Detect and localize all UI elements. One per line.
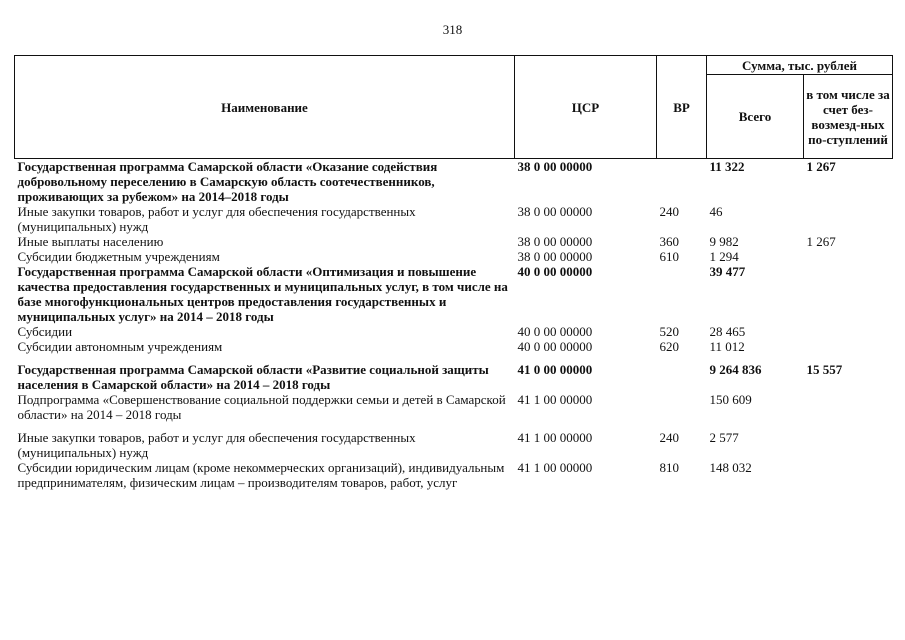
row-csr: 38 0 00 00000 <box>517 234 593 249</box>
row-total: 148 032 <box>709 460 752 475</box>
row-total: 39 477 <box>709 264 746 279</box>
row-csr: 40 0 00 00000 <box>517 324 593 339</box>
row-name: Государственная программа Самарской области «Оптимизация и повышение качества предоставления государственных и муниципальных услуг, в том числе на базе многофункциональных центров предоставления государственных и муниципальных услуг» на 2014 – 2018 годы <box>17 264 508 324</box>
table-row <box>15 354 893 392</box>
row-csr: 41 1 00 00000 <box>517 392 593 407</box>
table-header <box>15 56 893 159</box>
row-total: 150 609 <box>709 392 752 407</box>
row-grants <box>804 264 893 324</box>
table-row <box>15 422 893 460</box>
row-vr: 610 <box>659 249 679 264</box>
table-row <box>15 249 893 264</box>
row-vr: 240 <box>659 204 679 219</box>
header-name: Наименование <box>15 56 515 159</box>
row-name: Иные выплаты населению <box>17 234 164 249</box>
table-row <box>15 159 893 205</box>
row-grants <box>804 204 893 234</box>
row-grants <box>804 324 893 339</box>
row-vr: 810 <box>659 460 679 475</box>
row-total: 11 322 <box>709 159 745 174</box>
row-csr: 41 1 00 00000 <box>517 430 593 445</box>
row-vr <box>657 392 707 422</box>
header-vr: ВР <box>657 56 707 159</box>
row-name: Иные закупки товаров, работ и услуг для обеспечения государственных (муниципальных) нужд <box>17 430 416 460</box>
table-row <box>15 324 893 339</box>
header-csr: ЦСР <box>515 56 657 159</box>
row-vr <box>657 354 707 392</box>
row-name: Субсидии юридическим лицам (кроме некоммерческих организаций), индивидуальным предпринимателям, физическим лицам – производителям товаров, работ, услуг <box>17 460 505 490</box>
row-vr <box>657 264 707 324</box>
row-grants <box>804 392 893 422</box>
row-grants <box>804 339 893 354</box>
header-grants: в том числе за счет без-возмезд-ных по-ступлений <box>804 75 893 159</box>
row-csr: 38 0 00 00000 <box>517 204 593 219</box>
row-csr: 41 0 00 00000 <box>517 362 593 377</box>
row-name: Государственная программа Самарской области «Оказание содействия добровольному переселению в Самарскую область соотечественников, проживающих за рубежом» на 2014–2018 годы <box>17 159 438 204</box>
header-sum-group: Сумма, тыс. рублей <box>707 56 893 75</box>
page-number: 318 <box>442 22 463 37</box>
row-total: 28 465 <box>709 324 746 339</box>
row-name: Субсидии <box>17 324 73 339</box>
row-csr: 40 0 00 00000 <box>517 339 593 354</box>
table-row <box>15 392 893 422</box>
table-row <box>15 234 893 249</box>
row-total: 46 <box>709 204 723 219</box>
table-row <box>15 204 893 234</box>
row-vr: 620 <box>659 339 679 354</box>
row-grants <box>804 249 893 264</box>
budget-table <box>14 55 893 490</box>
row-vr: 360 <box>659 234 679 249</box>
row-name: Субсидии бюджетным учреждениям <box>17 249 220 264</box>
row-csr: 41 1 00 00000 <box>517 460 593 475</box>
row-name: Подпрограмма «Совершенствование социальной поддержки семьи и детей в Самарской области» на 2014 – 2018 годы <box>17 392 506 422</box>
row-csr: 38 0 00 00000 <box>517 249 593 264</box>
row-total: 11 012 <box>709 339 745 354</box>
row-csr: 40 0 00 00000 <box>517 264 593 279</box>
row-total: 9 264 836 <box>709 362 762 377</box>
row-total: 2 577 <box>709 430 739 445</box>
row-grants <box>804 460 893 490</box>
row-grants <box>804 422 893 460</box>
row-vr <box>657 159 707 205</box>
row-total: 9 982 <box>709 234 739 249</box>
row-grants: 15 557 <box>806 362 843 377</box>
row-grants: 1 267 <box>806 234 836 249</box>
row-vr: 240 <box>659 430 679 445</box>
row-total: 1 294 <box>709 249 739 264</box>
table-row <box>15 339 893 354</box>
row-name: Иные закупки товаров, работ и услуг для обеспечения государственных (муниципальных) нужд <box>17 204 416 234</box>
row-name: Субсидии автономным учреждениям <box>17 339 223 354</box>
row-vr: 520 <box>659 324 679 339</box>
row-name: Государственная программа Самарской области «Развитие социальной защиты населения в Самарской области» на 2014 – 2018 годы <box>17 362 489 392</box>
table-row <box>15 460 893 490</box>
header-total: Всего <box>707 75 804 159</box>
row-grants: 1 267 <box>806 159 836 174</box>
table-body <box>15 159 893 491</box>
row-csr: 38 0 00 00000 <box>517 159 593 174</box>
table-row <box>15 264 893 324</box>
